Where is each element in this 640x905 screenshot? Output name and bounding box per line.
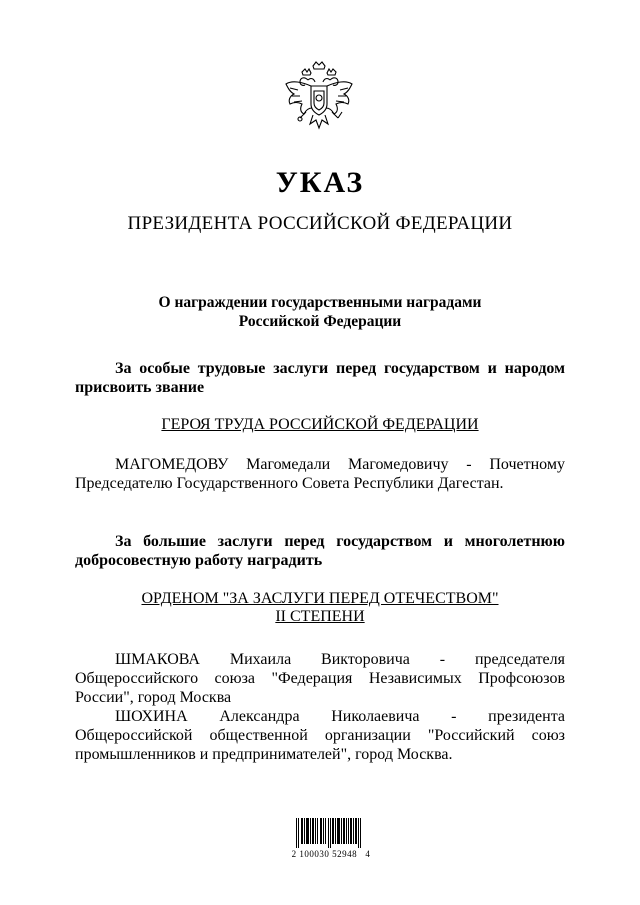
award-order-line-1: ОРДЕНОМ "ЗА ЗАСЛУГИ ПЕРЕД ОТЕЧЕСТВОМ" (141, 590, 499, 607)
section1-award-title (0, 416, 640, 434)
section2-recipient-2: ШОХИНА Александра Николаевича - президента Общероссийской общественной организации "Российский союз промышленников и предпринимателей", город Москва. (75, 708, 565, 763)
section2-intro: За большие заслуги перед государством и многолетнюю добросовестную работу наградить (75, 533, 565, 569)
decree-subject (0, 293, 640, 331)
section1-intro: За особые трудовые заслуги перед государством и народом присвоить звание (75, 360, 565, 396)
subject-line-2: Российской Федерации (238, 313, 402, 330)
award-hero-of-labour: ГЕРОЯ ТРУДА РОССИЙСКОЙ ФЕДЕРАЦИИ (161, 416, 479, 433)
barcode-number: 2 100030 52948 4 (291, 849, 371, 859)
coat-of-arms-icon (278, 58, 360, 140)
section1-recipient: МАГОМЕДОВУ Магомедали Магомедовичу - Почетному Председателю Государственного Совета Республики Дагестан. (75, 456, 565, 492)
document-issuer: ПРЕЗИДЕНТА РОССИЙСКОЙ ФЕДЕРАЦИИ (127, 213, 513, 234)
barcode-icon (296, 818, 362, 848)
section2-recipient-1: ШМАКОВА Михаила Викторовича - председателя Общероссийского союза "Федерация Независимых Профсоюзов России", город Москва (75, 651, 565, 706)
document-title: УКАЗ (275, 166, 365, 199)
award-order-line-2: II СТЕПЕНИ (275, 608, 365, 625)
section2-award-title (0, 590, 640, 626)
subject-line-1: О награждении государственными наградами (158, 294, 482, 311)
